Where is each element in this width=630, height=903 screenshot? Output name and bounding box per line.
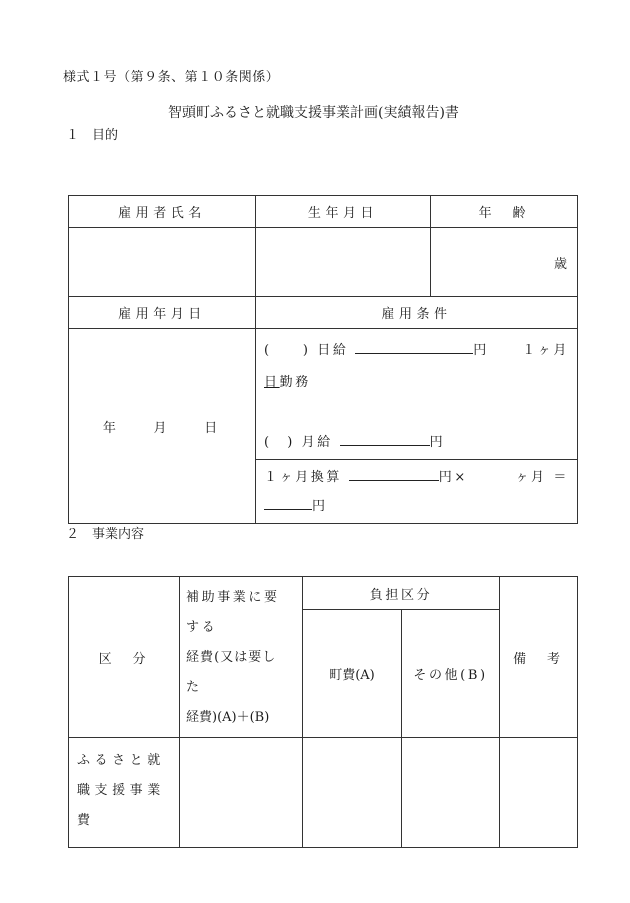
required-cost-line-1: 補助事業に要	[186, 590, 280, 605]
section-2-heading: ２ 事業内容	[66, 527, 145, 542]
required-cost-line-2: する	[186, 620, 218, 635]
daily-wage-blank[interactable]	[355, 339, 473, 354]
age-field[interactable]	[431, 228, 578, 297]
total-blank[interactable]	[264, 495, 312, 510]
employer-name-header: 雇用者氏名	[69, 196, 256, 228]
row-1-other-field[interactable]	[402, 738, 500, 848]
hire-date-header: 雇用年月日	[69, 297, 256, 329]
row-1-label-line-2: 職支援事業	[77, 783, 165, 798]
row-1-label	[69, 738, 180, 848]
day-underlined: 日	[264, 375, 280, 390]
daily-wage-row	[264, 335, 569, 367]
document-title: 智頭町ふるさと就職支援事業計画(実績報告)書	[168, 105, 459, 121]
month-days-label: １ヶ月	[522, 343, 569, 358]
birthdate-field[interactable]	[256, 228, 431, 297]
monthly-conversion-label: １ヶ月換算	[264, 470, 343, 485]
row-1-town-cost-field[interactable]	[303, 738, 402, 848]
required-cost-line-3: 経費(又は要し	[186, 650, 277, 665]
remarks-header	[500, 577, 578, 738]
category-header	[69, 577, 180, 738]
work-label: 勤務	[279, 375, 311, 390]
monthly-conversion-blank[interactable]	[349, 466, 439, 481]
age-header-label: 年 齢	[478, 206, 530, 221]
monthly-wage-row	[264, 427, 569, 459]
row-1-remarks-field[interactable]	[500, 738, 578, 848]
row-1-label-line-3: 費	[77, 813, 95, 828]
monthly-conversion-text	[264, 462, 468, 494]
category-header-label: 区 分	[98, 651, 150, 667]
yen-times: 円×	[438, 470, 468, 485]
burden-header: 負担区分	[303, 577, 500, 610]
other-header: その他(B)	[402, 610, 500, 738]
monthly-wage-label: ( ) 月給	[264, 435, 333, 450]
employment-table	[68, 195, 578, 524]
age-header	[431, 196, 578, 228]
row-1-label-line-1: ふるさと就	[77, 753, 165, 768]
monthly-conversion-cell	[256, 460, 578, 524]
remarks-header-label: 備 考	[513, 651, 564, 667]
months-equals: ヶ月 ＝	[515, 470, 569, 485]
employer-name-field[interactable]	[69, 228, 256, 297]
work-days-row	[264, 367, 569, 399]
hire-date-field[interactable]	[69, 329, 256, 524]
birthdate-header: 生年月日	[256, 196, 431, 228]
required-cost-header	[180, 577, 303, 738]
total-row	[264, 494, 569, 520]
monthly-wage-blank[interactable]	[340, 431, 430, 446]
daily-wage-label: ( ) 日給	[264, 343, 349, 358]
section-1-heading: １ 目的	[66, 128, 119, 143]
required-cost-line-4: た	[186, 680, 202, 695]
age-unit: 歳	[553, 256, 567, 272]
daily-wage-text	[264, 335, 489, 367]
monthly-conversion-row	[264, 462, 569, 494]
total-yen: 円	[312, 499, 326, 514]
row-1-required-cost-field[interactable]	[180, 738, 303, 848]
business-table	[68, 576, 578, 848]
form-number: 様式１号（第９条、第１０条関係）	[63, 70, 280, 85]
monthly-wage-yen: 円	[429, 435, 446, 450]
required-cost-line-5: 経費)(A)＋(B)	[186, 710, 270, 725]
conditions-header: 雇用条件	[256, 297, 578, 329]
town-cost-header: 町費(A)	[303, 610, 402, 738]
daily-wage-yen: 円	[473, 343, 489, 358]
wage-conditions-cell	[256, 329, 578, 460]
hire-date-value: 年 月 日	[102, 420, 222, 436]
